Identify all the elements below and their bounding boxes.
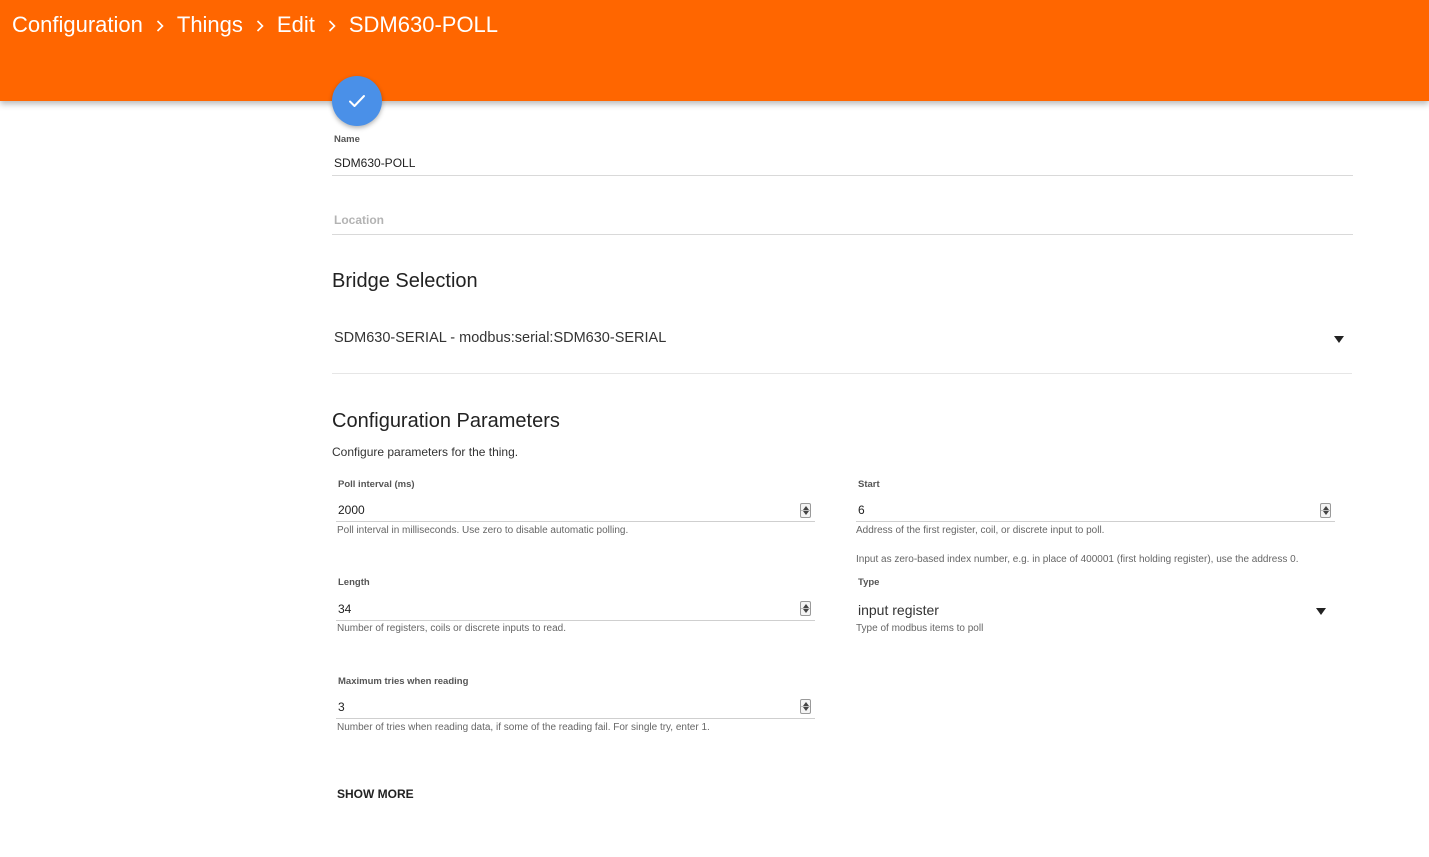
type-description: Type of modbus items to poll bbox=[856, 623, 984, 634]
breadcrumb-edit[interactable]: Edit bbox=[276, 12, 315, 37]
poll-interval-input[interactable]: 2000 bbox=[338, 503, 365, 517]
check-icon bbox=[348, 94, 366, 108]
length-stepper[interactable] bbox=[800, 601, 811, 616]
poll-interval-underline bbox=[336, 521, 815, 522]
bridge-divider bbox=[332, 373, 1352, 374]
config-parameters-title: Configuration Parameters bbox=[332, 410, 560, 432]
chevron-right-icon bbox=[143, 15, 177, 36]
start-description: Address of the first register, coil, or discrete input to poll. bbox=[856, 525, 1105, 536]
max-tries-stepper[interactable] bbox=[800, 699, 811, 714]
breadcrumb-things[interactable]: Things bbox=[176, 12, 243, 37]
max-tries-input[interactable]: 3 bbox=[338, 700, 345, 714]
start-stepper[interactable] bbox=[1320, 503, 1331, 518]
dropdown-arrow-icon[interactable] bbox=[1334, 336, 1344, 343]
length-input[interactable]: 34 bbox=[338, 602, 352, 616]
bridge-selection-title: Bridge Selection bbox=[332, 270, 478, 292]
dropdown-arrow-icon[interactable] bbox=[1316, 608, 1326, 615]
location-input[interactable]: Location bbox=[334, 213, 384, 227]
show-more-button[interactable]: SHOW MORE bbox=[337, 787, 414, 801]
name-underline bbox=[332, 175, 1353, 176]
name-label: Name bbox=[334, 134, 360, 145]
breadcrumb-configuration[interactable]: Configuration bbox=[12, 12, 143, 37]
chevron-right-icon bbox=[315, 15, 349, 36]
max-tries-underline bbox=[336, 718, 815, 719]
chevron-right-icon bbox=[243, 15, 277, 36]
name-input[interactable]: SDM630-POLL bbox=[334, 156, 416, 170]
length-label: Length bbox=[338, 577, 370, 588]
length-underline bbox=[336, 620, 815, 621]
location-underline bbox=[332, 234, 1353, 235]
start-label: Start bbox=[858, 479, 880, 490]
poll-interval-stepper[interactable] bbox=[800, 503, 811, 518]
max-tries-label: Maximum tries when reading bbox=[338, 676, 469, 687]
poll-interval-description: Poll interval in milliseconds. Use zero to disable automatic polling. bbox=[337, 525, 629, 536]
start-input[interactable]: 6 bbox=[858, 503, 865, 517]
start-underline bbox=[856, 521, 1335, 522]
type-label: Type bbox=[858, 577, 880, 588]
config-parameters-subtitle: Configure parameters for the thing. bbox=[332, 445, 519, 459]
app-header bbox=[0, 0, 1429, 101]
poll-interval-label: Poll interval (ms) bbox=[338, 479, 415, 490]
breadcrumb bbox=[12, 11, 498, 39]
start-description-detail: Input as zero-based index number, e.g. in place of 400001 (first holding register), use the address 0. bbox=[856, 554, 1299, 565]
bridge-select[interactable]: SDM630-SERIAL - modbus:serial:SDM630-SERIAL bbox=[334, 330, 667, 346]
save-button[interactable] bbox=[332, 76, 382, 126]
max-tries-description: Number of tries when reading data, if some of the reading fail. For single try, enter 1. bbox=[337, 722, 710, 733]
length-description: Number of registers, coils or discrete inputs to read. bbox=[337, 623, 566, 634]
type-select[interactable]: input register bbox=[858, 602, 939, 618]
breadcrumb-current-thing: SDM630-POLL bbox=[348, 12, 499, 37]
